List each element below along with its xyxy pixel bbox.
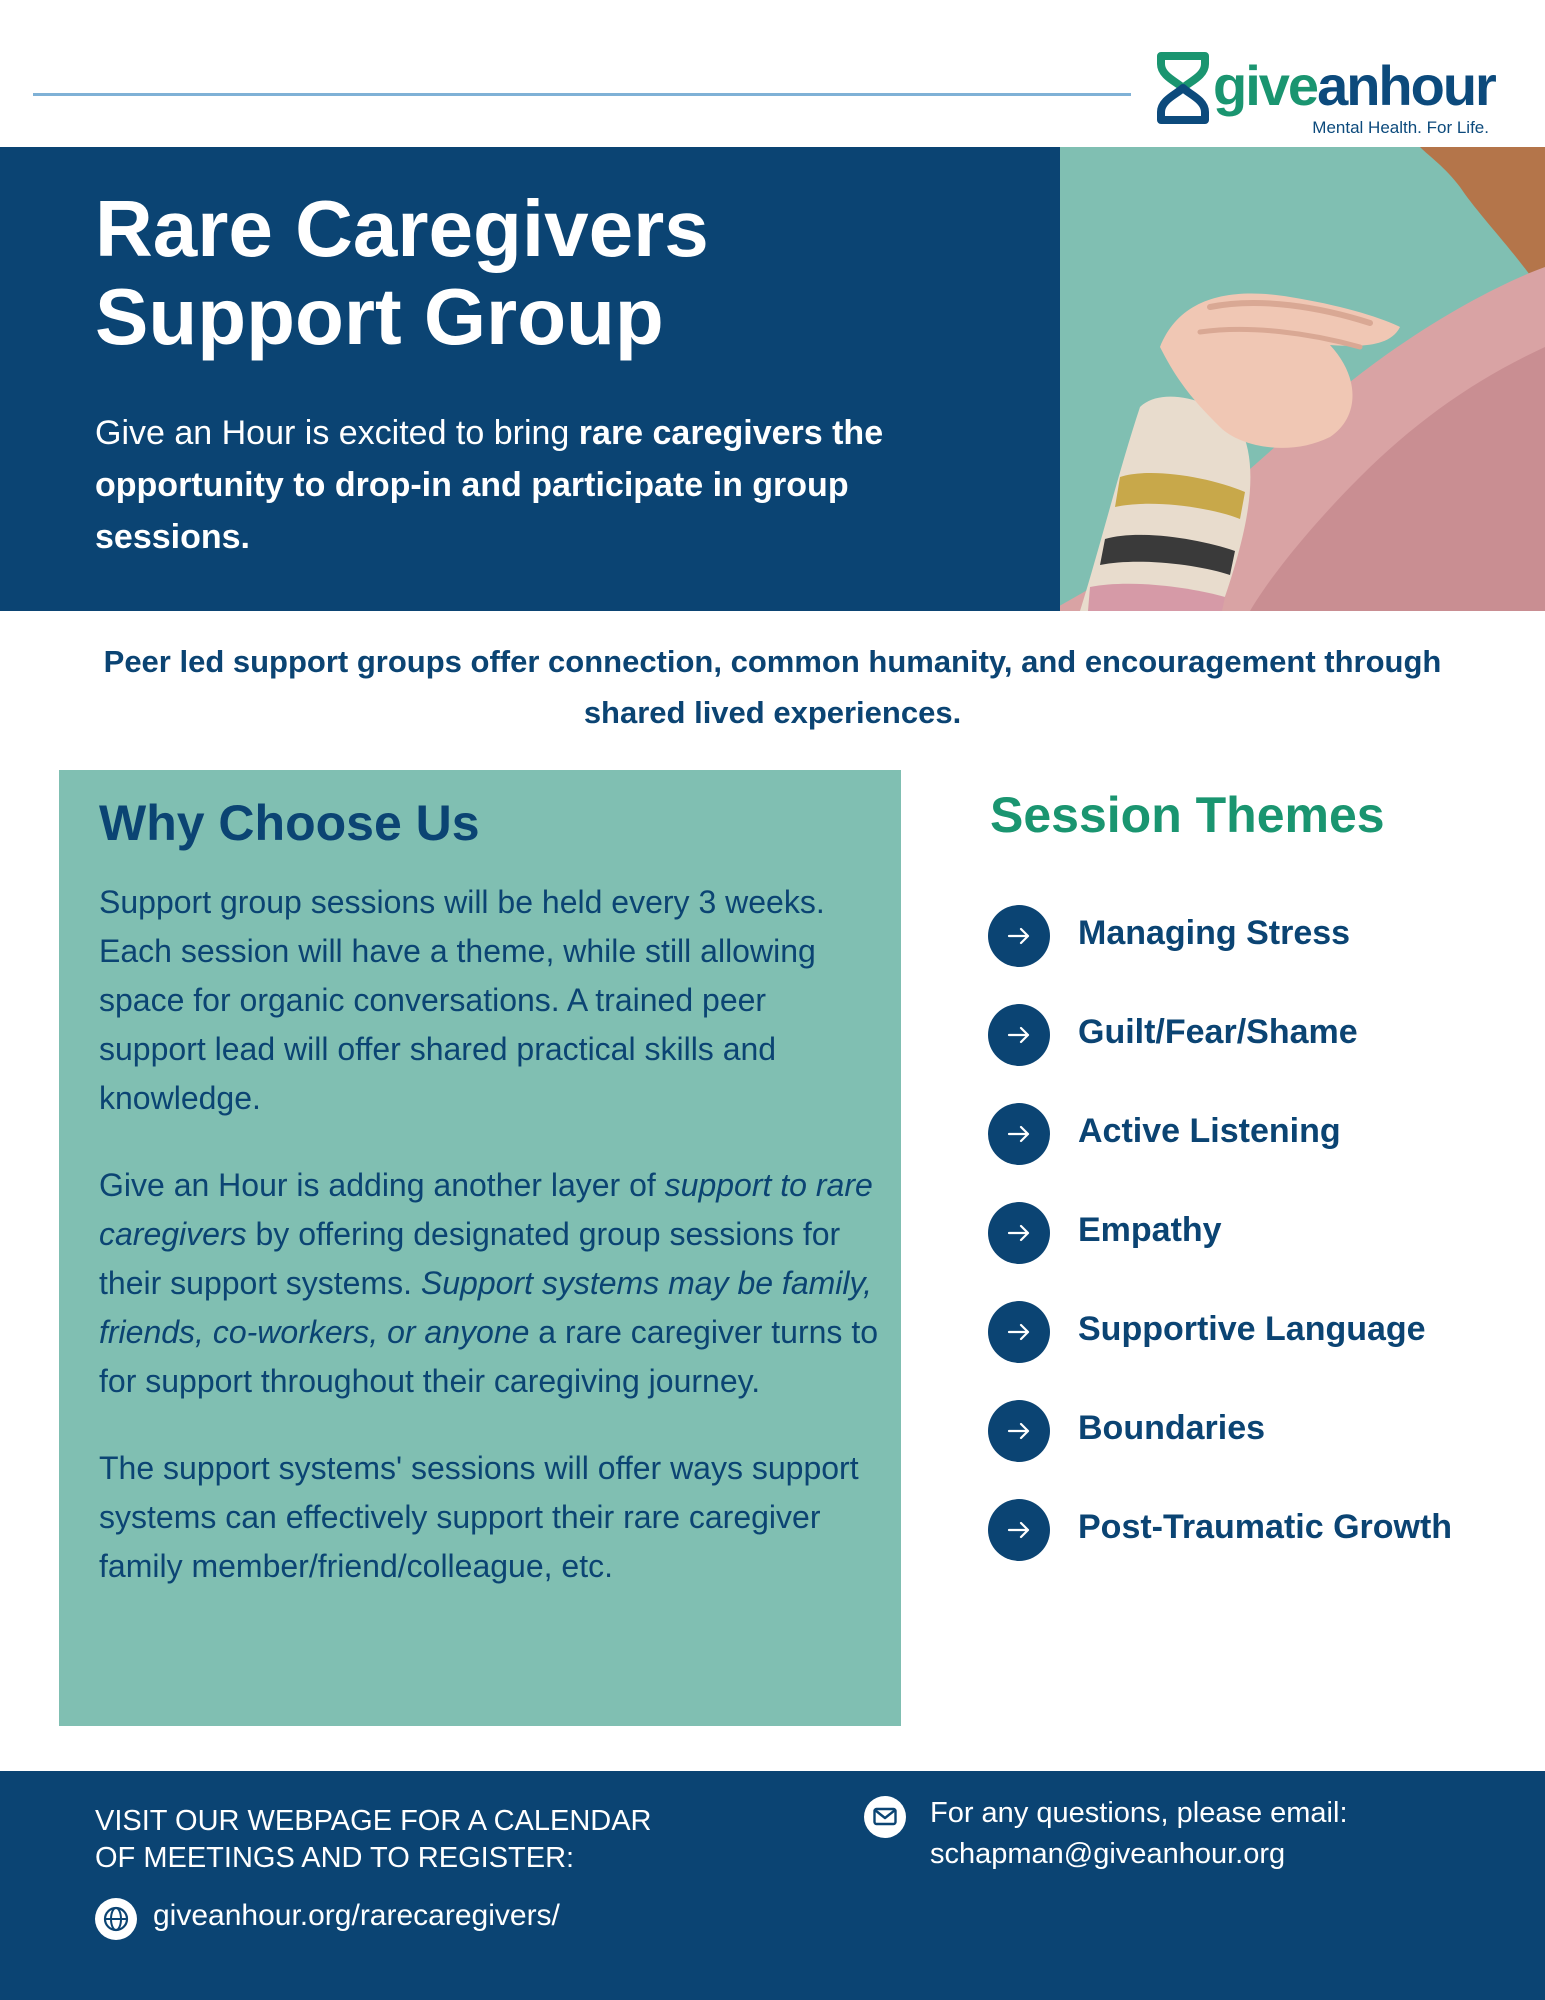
theme-label: Supportive Language xyxy=(1078,1310,1426,1348)
header-divider-line xyxy=(33,93,1131,96)
logo-tagline: Mental Health. For Life. xyxy=(1312,118,1489,137)
hero-banner xyxy=(0,147,1545,611)
theme-item xyxy=(988,1004,1508,1103)
why-p2-text-c: a rare caregiver turns to for support throughout their caregiving journey. xyxy=(99,1314,878,1399)
arrow-right-icon xyxy=(988,1499,1050,1561)
why-p2-text-a: Give an Hour is adding another layer of xyxy=(99,1167,665,1203)
why-paragraph-3: The support systems' sessions will offer ways support systems can effectively support their rare caregiver family member/friend/colleague, etc. xyxy=(99,1450,859,1584)
give-an-hour-logo[interactable] xyxy=(1155,50,1495,144)
theme-item xyxy=(988,1301,1508,1400)
why-p2-italic-a: support to rare caregivers xyxy=(99,1167,873,1252)
intro-plain: Give an Hour is excited to bring xyxy=(95,414,579,452)
arrow-right-icon xyxy=(988,1103,1050,1165)
title-line-2: Support Group xyxy=(95,272,664,361)
visit-line-2: OF MEETINGS AND TO REGISTER: xyxy=(95,1842,575,1874)
theme-label: Boundaries xyxy=(1078,1409,1266,1447)
theme-item xyxy=(988,905,1508,1004)
why-p2-text-b: by offering designated group sessions for their support systems. xyxy=(99,1216,841,1301)
mail-icon xyxy=(864,1796,906,1838)
theme-item xyxy=(988,1400,1508,1499)
theme-item xyxy=(988,1103,1508,1202)
theme-item xyxy=(988,1499,1508,1598)
theme-label: Active Listening xyxy=(1078,1112,1341,1150)
logo-wordmark: giveanhour xyxy=(1213,54,1495,117)
session-themes-heading: Session Themes xyxy=(990,787,1385,843)
contact-info xyxy=(930,1793,1348,1875)
page-title xyxy=(95,185,995,361)
why-heading: Why Choose Us xyxy=(99,795,480,851)
why-paragraph-1: Support group sessions will be held every 3 weeks. Each session will have a theme, while still allowing space for organic conversations. A trained peer support lead will offer shared practical skills and knowledge. xyxy=(99,884,825,1116)
why-paragraph-2 xyxy=(99,1161,879,1406)
session-themes-list xyxy=(988,905,1508,1598)
hand-on-shoulder-photo xyxy=(1060,147,1545,611)
arrow-right-icon xyxy=(988,1301,1050,1363)
contact-line: For any questions, please email: xyxy=(930,1797,1348,1829)
intro-bold: rare caregivers the opportunity to drop-in and participate in group sessions. xyxy=(95,414,884,556)
theme-label: Guilt/Fear/Shame xyxy=(1078,1013,1358,1051)
arrow-right-icon xyxy=(988,1202,1050,1264)
arrow-right-icon xyxy=(988,905,1050,967)
hourglass-icon xyxy=(1155,52,1211,124)
theme-label: Empathy xyxy=(1078,1211,1222,1249)
why-choose-us-panel xyxy=(59,770,901,1726)
theme-label: Post-Traumatic Growth xyxy=(1078,1508,1453,1546)
arrow-right-icon xyxy=(988,1004,1050,1066)
globe-icon xyxy=(95,1898,137,1940)
why-body xyxy=(99,878,879,1629)
footer xyxy=(0,1771,1545,2000)
hero-intro xyxy=(95,407,975,563)
theme-item xyxy=(988,1202,1508,1301)
email-link[interactable]: schapman@giveanhour.org xyxy=(930,1838,1286,1870)
website-link[interactable]: giveanhour.org/rarecaregivers/ xyxy=(153,1899,560,1932)
visit-line-1: VISIT OUR WEBPAGE FOR A CALENDAR xyxy=(95,1805,652,1837)
theme-label: Managing Stress xyxy=(1078,914,1351,952)
why-p2-italic-b: Support systems may be family, friends, co-workers, or anyone xyxy=(99,1265,872,1350)
visit-webpage-text xyxy=(95,1803,695,1877)
arrow-right-icon xyxy=(988,1400,1050,1462)
tagline: Peer led support groups offer connection, common humanity, and encouragement through shared lived experiences. xyxy=(103,644,1442,730)
title-line-1: Rare Caregivers xyxy=(95,184,709,273)
